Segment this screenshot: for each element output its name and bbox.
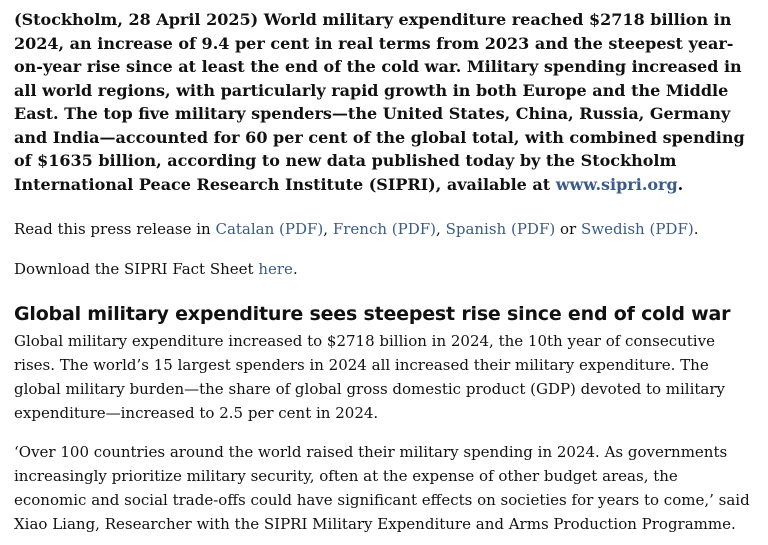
separator: , — [436, 220, 446, 238]
separator: , — [323, 220, 333, 238]
translations-prefix: Read this press release in — [14, 220, 216, 238]
factsheet-here-link[interactable]: here — [258, 260, 293, 278]
lead-paragraph — [14, 8, 754, 196]
factsheet-end: . — [292, 260, 298, 278]
section-paragraph-1: Global military expenditure increased to $2718 billion in 2024, the 10th year of consecutive rises. The world’s 15 largest spenders in 2024 all increased their military expenditure. The global military burden—the share of global gross domestic product (GDP) devoted to military expenditure—increased to 2.5 per cent in 2024. — [14, 332, 725, 422]
section-heading: Global military expenditure sees steepest rise since end of cold war — [14, 303, 731, 325]
section-paragraph-2: ‘Over 100 countries around the world raised their military spending in 2024. As governments increasingly prioritize military security, often at the expense of other budget areas, the economic and social trade-offs could have significant effects on societies for years to come,’ said Xiao Liang, Researcher with the SIPRI Military Expenditure and Arms Production Programme. — [14, 443, 750, 533]
lead-end: . — [677, 174, 684, 194]
period: . — [693, 220, 699, 238]
catalan-pdf-link[interactable]: Catalan (PDF) — [215, 220, 324, 238]
french-pdf-link[interactable]: French (PDF) — [332, 220, 437, 238]
swedish-pdf-link[interactable]: Swedish (PDF) — [580, 220, 694, 238]
separator-or: or — [555, 220, 581, 238]
factsheet-paragraph — [14, 257, 754, 281]
lead-text: (Stockholm, 28 April 2025) World military expenditure reached $2718 billion in 2024, an increase of 9.4 per cent in real terms from 2023 and the steepest year-on-year rise since at least the end of the cold war. Military spending increased in all world regions, with particularly rapid growth in both Europe and the Middle East. The top five military spenders—the United States, China, Russia, Germany and India—accounted for 60 per cent of the global total, with combined spending of $1635 billion, according to new data published today by the Stockholm International Peace Research Institute (SIPRI), available at — [14, 10, 745, 194]
translations-paragraph — [14, 217, 754, 241]
sipri-website-link[interactable]: www.sipri.org — [555, 174, 678, 194]
spanish-pdf-link[interactable]: Spanish (PDF) — [445, 220, 556, 238]
factsheet-prefix: Download the SIPRI Fact Sheet — [14, 260, 259, 278]
